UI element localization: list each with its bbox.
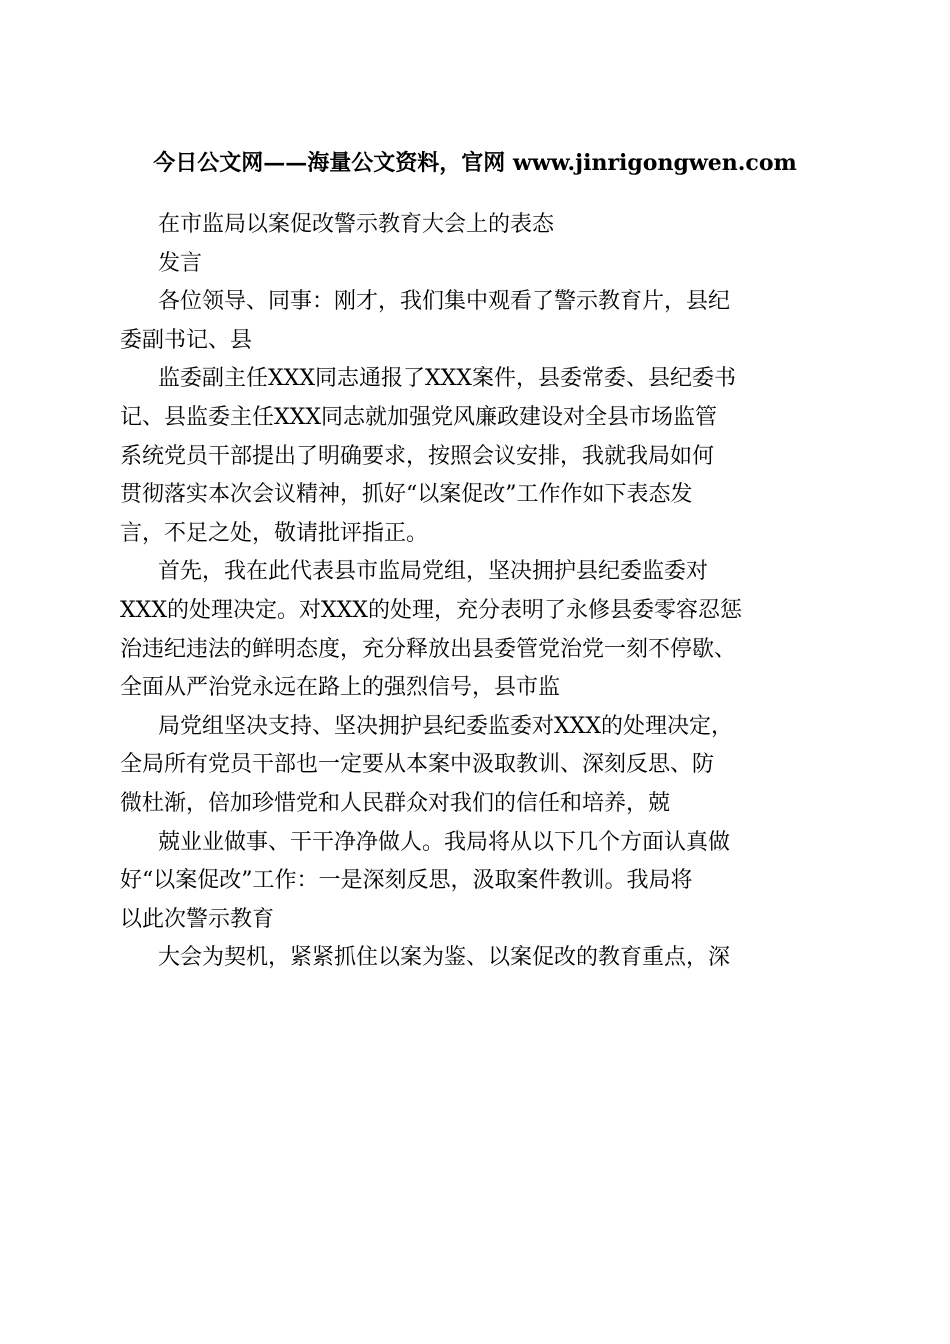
text-line: 大会为契机，紧紧抓住以案为鉴、以案促改的教育重点，深	[158, 945, 731, 971]
text-line: 微杜渐，倍加珍惜党和人民群众对我们的信任和培养，兢	[120, 790, 671, 816]
text-line: 兢业业做事、干干净净做人。我局将从以下几个方面认真做	[158, 829, 731, 855]
text-line: 全面从严治党永远在路上的强烈信号，县市监	[120, 675, 561, 701]
text-line: 好“以案促改”工作：一是深刻反思，汲取案件教训。我局将	[120, 868, 693, 894]
site-header-banner: 今日公文网——海量公文资料，官网 www.jinrigongwen.com	[153, 150, 797, 176]
text-line: 各位领导、同事：刚才，我们集中观看了警示教育片，县纪	[158, 289, 731, 315]
text-line: XXX的处理决定。对XXX的处理，充分表明了永修县委零容忍惩	[120, 597, 742, 623]
text-line: 首先，我在此代表县市监局党组，坚决拥护县纪委监委对	[158, 559, 709, 585]
text-line: 言，不足之处，敬请批评指正。	[120, 520, 429, 546]
text-line: 监委副主任XXX同志通报了XXX案件，县委常委、县纪委书	[158, 366, 736, 392]
document-title-line-1: 在市监局以案促改警示教育大会上的表态	[158, 212, 555, 237]
text-line: 治违纪违法的鲜明态度，充分释放出县委管党治党一刻不停歇、	[120, 636, 737, 662]
text-line: 委副书记、县	[120, 327, 253, 353]
text-line: 记、县监委主任XXX同志就加强党风廉政建设对全县市场监管	[120, 404, 717, 430]
text-line: 以此次警示教育	[120, 906, 275, 932]
text-line: 局党组坚决支持、坚决拥护县纪委监委对XXX的处理决定，	[158, 713, 733, 739]
text-line: 全局所有党员干部也一定要从本案中汲取教训、深刻反思、防	[120, 752, 715, 778]
text-line: 系统党员干部提出了明确要求，按照会议安排，我就我局如何	[120, 443, 715, 469]
document-body	[120, 206, 830, 978]
document-title-line-2: 发言	[158, 250, 203, 276]
text-line: 贯彻落实本次会议精神，抓好“以案促改”工作作如下表态发	[120, 482, 693, 508]
